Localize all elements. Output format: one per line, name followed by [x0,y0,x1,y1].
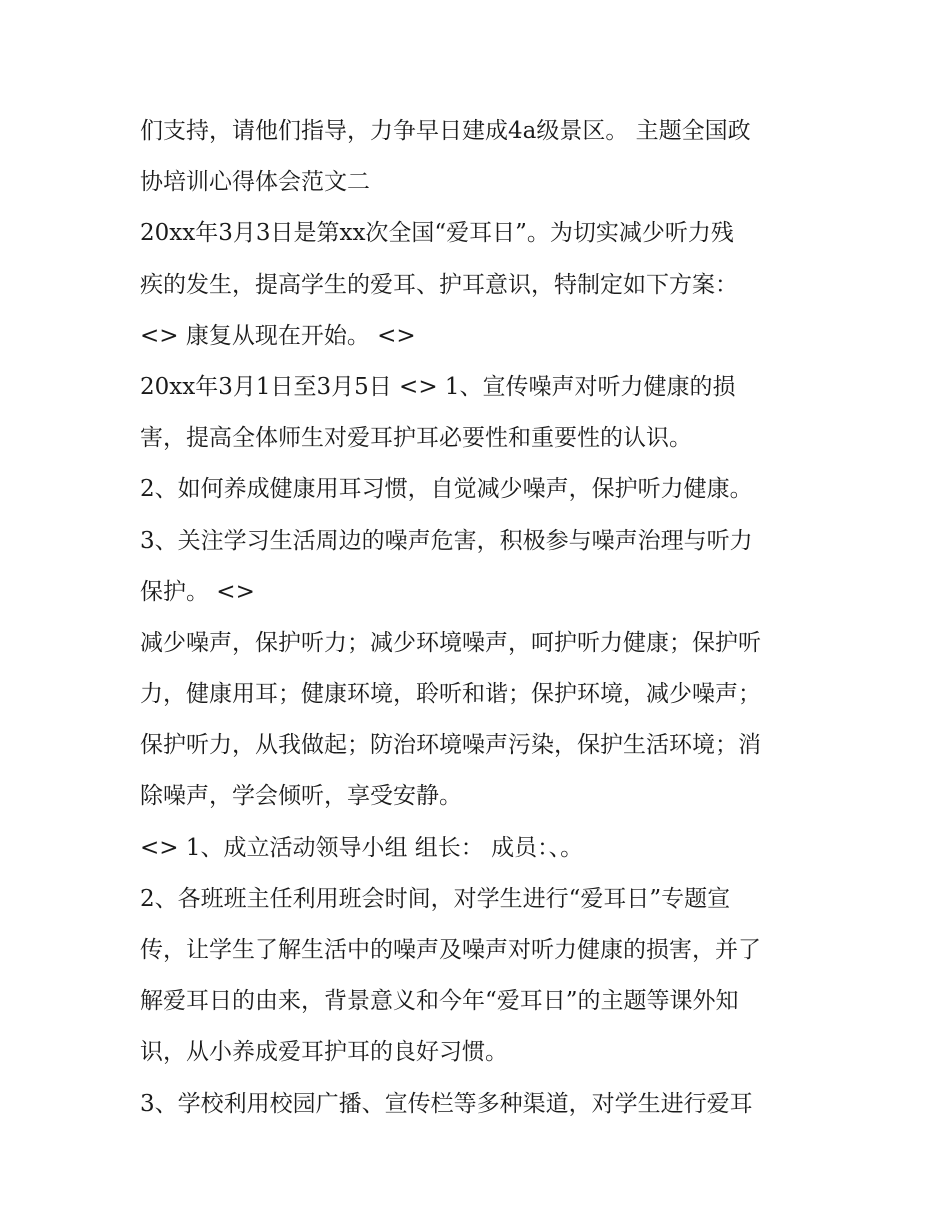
text-line: 20xx年3月1日至3月5日 <> 1、宣传噪声对听力健康的损 [140,373,736,400]
text-line: 力，健康用耳；健康环境，聆听和谐；保护环境，减少噪声； [140,681,761,708]
document-body [140,106,820,1130]
text-line: 保护听力，从我做起；防治环境噪声污染，保护生活环境；消 [140,732,761,759]
text-line: <> 康复从现在开始。 <> [140,322,416,349]
text-line: 协培训心得体会范文二 [140,169,370,196]
text-line: <> 1、成立活动领导小组 组长： 成员：、。 [140,834,584,861]
text-line: 保护。 <> [140,578,255,605]
text-line: 20xx年3月3日是第xx次全国“爱耳日”。为切实减少听力残 [140,220,734,247]
text-line: 害，提高全体师生对爱耳护耳必要性和重要性的认识。 [140,425,692,452]
text-line: 除噪声，学会倾听，享受安静。 [140,783,462,810]
text-line: 识，从小养成爱耳护耳的良好习惯。 [140,1039,508,1066]
text-line: 2、各班班主任利用班会时间，对学生进行“爱耳日”专题宣 [140,885,731,912]
text-line: 2、如何养成健康用耳习惯，自觉减少噪声，保护听力健康。 [140,476,753,503]
text-line: 疾的发生，提高学生的爱耳、护耳意识，特制定如下方案： [140,271,738,298]
text-line: 3、学校利用校园广播、宣传栏等多种渠道，对学生进行爱耳 [140,1090,753,1117]
text-line: 传，让学生了解生活中的噪声及噪声对听力健康的损害，并了 [140,937,761,963]
text-line: 们支持，请他们指导，力争早日建成4a级景区。 主题全国政 [140,118,751,144]
text-line: 3、关注学习生活周边的噪声危害，积极参与噪声治理与听力 [140,527,753,554]
text-line: 解爱耳日的由来，背景意义和今年“爱耳日”的主题等课外知 [140,988,739,1015]
text-line: 减少噪声，保护听力；减少环境噪声，呵护听力健康；保护听 [140,629,761,656]
